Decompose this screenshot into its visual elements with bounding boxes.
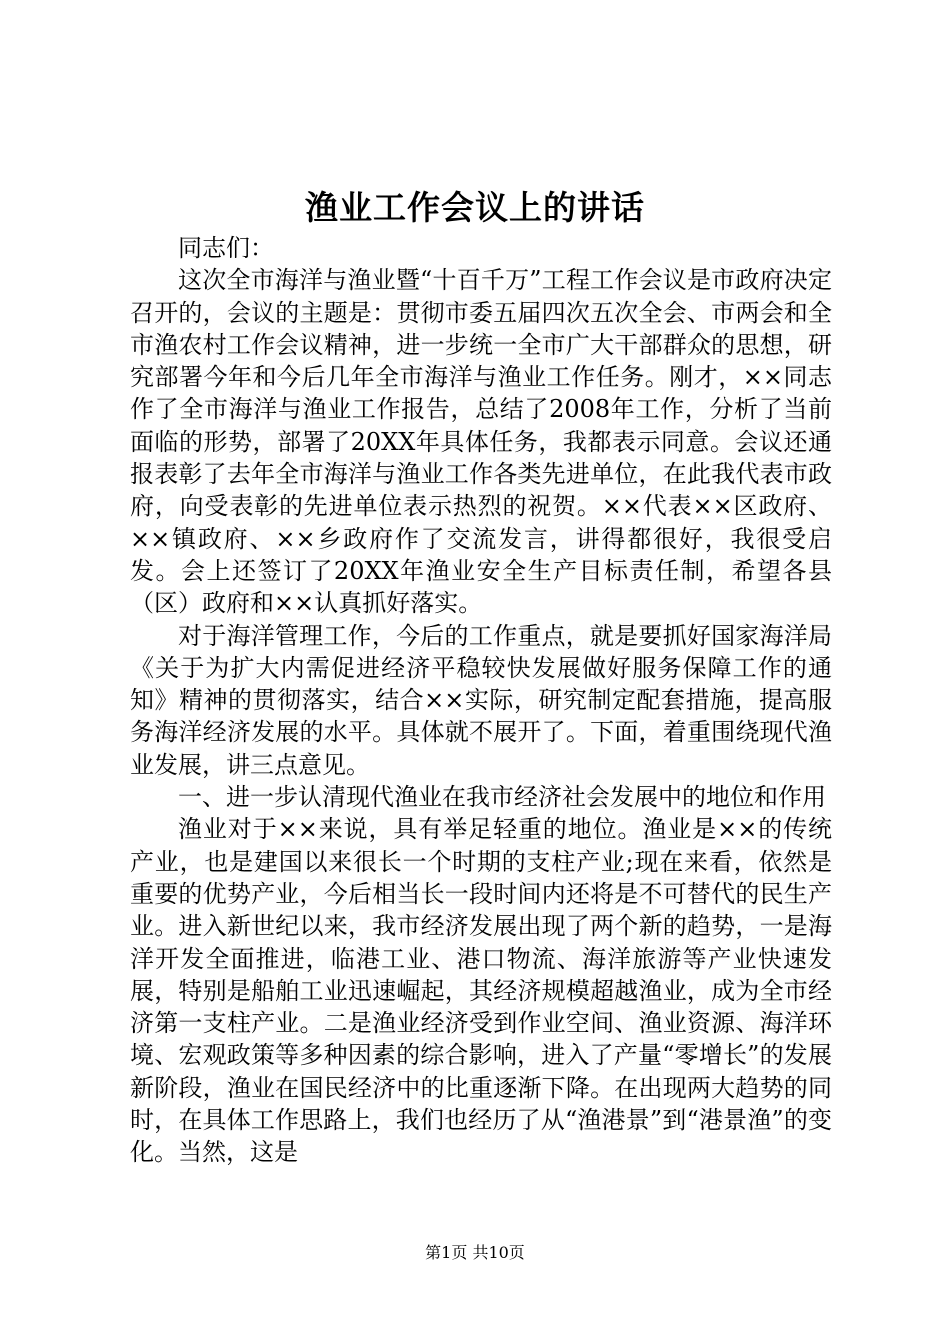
document-body (130, 232, 832, 1169)
body-paragraph: 对于海洋管理工作，今后的工作重点，就是要抓好国家海洋局《关于为扩大内需促进经济平稳较快发展做好服务保障工作的通知》精神的贯彻落实，结合××实际，研究制定配套措施，提高服务海洋经济发展的水平。具体就不展开了。下面，着重围绕现代渔业发展，讲三点意见。 (130, 621, 832, 779)
document-title: 渔业工作会议上的讲话 (305, 188, 645, 227)
page-number-footer: 第1页 共10页 (425, 1243, 525, 1262)
body-paragraph: 这次全市海洋与渔业暨“十百千万”工程工作会议是市政府决定召开的，会议的主题是：贯彻市委五届四次五次全会、市两会和全市渔农村工作会议精神，进一步统一全市广大干部群众的思想，研究部署今年和今后几年全市海洋与渔业工作任务。刚才，××同志作了全市海洋与渔业工作报告，总结了2008年工作，分析了当前面临的形势，部署了20XX年具体任务，我都表示同意。会议还通报表彰了去年全市海洋与渔业工作各类先进单位，在此我代表市政府，向受表彰的先进单位表示热烈的祝贺。××代表××区政府、××镇政府、××乡政府作了交流发言，讲得都很好，我很受启发。会上还签订了20XX年渔业安全生产目标责任制，希望各县（区）政府和××认真抓好落实。 (130, 266, 832, 618)
body-paragraph: 渔业对于××来说，具有举足轻重的地位。渔业是××的传统产业，也是建国以来很长一个时期的支柱产业;现在来看，依然是重要的优势产业，今后相当长一段时间内还将是不可替代的民生产业。进入新世纪以来，我市经济发展出现了两个新的趋势，一是海洋开发全面推进，临港工业、港口物流、海洋旅游等产业快速发展，特别是船舶工业迅速崛起，其经济规模超越渔业，成为全市经济第一支柱产业。二是渔业经济受到作业空间、渔业资源、海洋环境、宏观政策等多种因素的综合影响，进入了产量“零增长”的发展新阶段，渔业在国民经济中的比重逐渐下降。在出现两大趋势的同时，在具体工作思路上，我们也经历了从“渔港景”到“港景渔”的变化。当然，这是 (130, 815, 832, 1167)
salutation-paragraph: 同志们： (178, 234, 274, 262)
section-heading: 一、进一步认清现代渔业在我市经济社会发展中的地位和作用 (178, 783, 826, 812)
